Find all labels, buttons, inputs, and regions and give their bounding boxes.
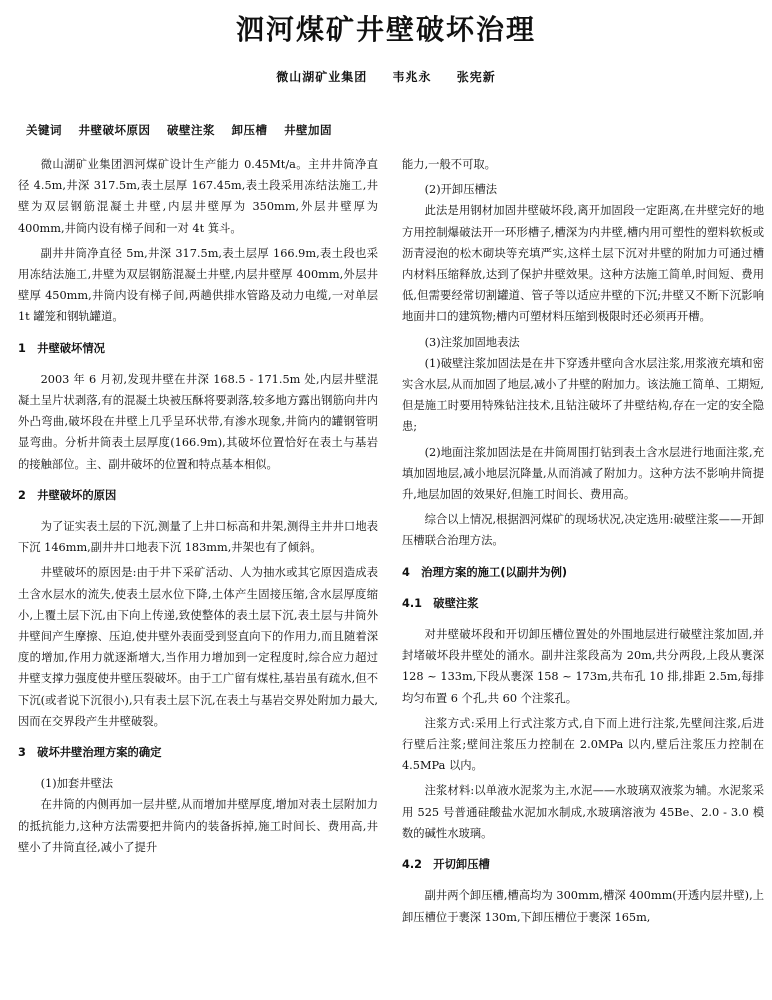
author-name-1: 韦兆永 <box>392 70 432 84</box>
paragraph: 副井两个卸压槽,槽高均为 300mm,槽深 400mm(开透内层井壁),上卸压槽位于裹深 130m,下卸压槽位于裹深 165m, <box>402 889 764 924</box>
paragraph: 能力,一般不可取。 <box>402 158 496 171</box>
paragraph: 综合以上情况,根据泗河煤矿的现场状况,决定选用:破壁注浆——开卸压槽联合治理方法。 <box>402 513 764 548</box>
right-column <box>402 154 764 932</box>
keyword: 破壁注浆 <box>167 123 216 137</box>
left-column <box>18 154 378 862</box>
subsection-heading: (3)注浆加固地表法 <box>424 335 520 349</box>
keywords-line <box>26 122 332 138</box>
paragraph: 对井壁破坏段和开切卸压槽位置处的外围地层进行破壁注浆加固,并封堵破坏段井壁处的涌水。副井注浆段高为 20m,共分两段,上段从裹深 128 ~ 133m,下段从裹深 158 ~ 173m,共布孔 10 排,排距 2.5m,每排均匀布置 6 个孔,共 60 个注浆孔。 <box>402 628 764 705</box>
section-heading: 3 破坏井壁治理方案的确定 <box>18 746 162 760</box>
paragraph: 2003 年 6 月初,发现井壁在井深 168.5 - 171.5m 处,内层井壁混凝土呈片状剥落,有的混凝土块被压酥将要剥落,较多地方露出钢筋向井内外凸弯曲,破坏段在井壁上几乎呈环状带,有渗水现象,井筒内的罐钢管明显弯曲。分析井筒表土层厚度(166.9m),其破坏位置恰好在表土与基岩的接触部位。主、副井破坏的位置和特点基本相似。 <box>18 372 378 471</box>
paragraph: 此法是用钢材加固井壁破坏段,离开加固段一定距离,在井壁完好的地方用控制爆破法开一环形槽子,槽深为内井壁,槽内用可塑性的塑料软板或沥青浸泡的松木砌块等充填严实,这样土层下沉对井壁的附加力可通过槽内材料压缩释放,达到了保护井壁效果。这种方法施工简单,时间短、费用低,但需要经常切割罐道、管子等以适应井壁的下沉;井壁又不断下沉影响地面井口的建筑物;槽内可塑材料压缩到极限时还必须再开槽。 <box>402 204 764 324</box>
paragraph: 注浆材料:以单液水泥浆为主,水泥——水玻璃双液浆为辅。水泥浆采用 525 号普通硅酸盐水泥加水制成,水玻璃溶液为 45Be、2.0 - 3.0 模数的碱性水玻璃。 <box>402 784 764 840</box>
subsection-heading: (1)加套井壁法 <box>40 777 114 791</box>
subsection-heading: (2)开卸压槽法 <box>424 183 498 197</box>
author-name-2: 张宪新 <box>456 70 496 84</box>
paragraph: 为了证实表土层的下沉,测量了上井口标高和井架,测得主井井口地表下沉 146mm,副井井口地表下沉 183mm,井架也有了倾斜。 <box>18 520 378 555</box>
section-heading: 2 井壁破坏的原因 <box>18 488 117 502</box>
paragraph: 副井井筒净直径 5m,井深 317.5m,表土层厚 166.9m,表土段也采用冻结法施工,井壁为双层钢筋混凝土井壁,内层井壁厚 400mm,外层井壁厚 450mm,井筒内设有梯子间,两趟供排水管路及动力电缆,一对单层 1t 罐笼和钢轨罐道。 <box>18 246 378 324</box>
keyword: 井壁破坏原因 <box>78 123 151 137</box>
section-heading: 1 井壁破坏情况 <box>18 341 105 355</box>
keyword: 卸压槽 <box>231 123 268 137</box>
paragraph: 注浆方式:采用上行式注浆方式,自下而上进行注浆,先壁间注浆,后进行壁后注浆;壁间注浆压力控制在 2.0MPa 以内,壁后注浆压力控制在 4.5MPa 以内。 <box>402 716 764 773</box>
keywords-label: 关键词 <box>26 123 62 137</box>
paragraph: 微山湖矿业集团泗河煤矿设计生产能力 0.45Mt/a。主井井筒净直径 4.5m,井深 317.5m,表土层厚 167.45m,表土段采用冻结法施工,井壁为双层钢筋混凝土井壁,内层井壁厚为 350mm,外层井壁厚为 400mm,井筒内设有梯子间和一对 4t 箕斗。 <box>18 158 378 235</box>
paragraph: (1)破壁注浆加固法是在井下穿透井壁向含水层注浆,用浆液充填和密实含水层,从而加固了地层,减小了井壁的附加力。该法施工简单、工期短,但是施工时要用特殊钻注技术,且钻注破坏了井壁结构,存在一定的安全隐患; <box>402 356 764 434</box>
subsection-heading: 4.2 开切卸压槽 <box>402 858 490 872</box>
paragraph: 在井筒的内侧再加一层井壁,从而增加井壁厚度,增加对表土层附加力的抵抗能力,这种方法需要把井筒内的装备拆掉,施工时间长、费用高,井壁小了井筒直径,减小了提升 <box>18 798 378 854</box>
author-line <box>0 68 772 85</box>
subsection-heading: 4.1 破壁注浆 <box>402 596 479 610</box>
paper-title: 泗河煤矿井壁破坏治理 <box>235 13 536 46</box>
keyword: 井壁加固 <box>284 123 333 137</box>
paragraph: 井壁破坏的原因是:由于井下采矿活动、人为抽水或其它原因造成表土含水层水的流失,使表土层水位下降,土体产生固接压缩,含水层厚度缩小,上覆土层下沉,由下向上传递,致使整体的表土层下沉,表土层与井筒外井壁间产生摩擦、压迫,使井壁外表面受到竖直向下的作用力,而且随着深度的增加,作用力就逐渐增大,当作用力增加到一定程度时,综合应力超过井壁支撑力强度使井壁压裂破坏。由于工广留有煤柱,基岩虽有疏水,但不下沉(或者说下沉很小),只有表土层下沉,在表土与基岩交界处附加力最大,因而在交界段产生井壁破裂。 <box>18 566 378 728</box>
author-organization: 微山湖矿业集团 <box>276 70 368 84</box>
section-heading: 4 治理方案的施工(以副井为例) <box>402 565 568 579</box>
paragraph: (2)地面注浆加固法是在井筒周围打钻到表土含水层进行地面注浆,充填加固地层,减小地层沉降量,从而消减了附加力。这种方法不影响井筒提升,地层加固的效果好,但施工时间长、费用高。 <box>402 445 764 502</box>
